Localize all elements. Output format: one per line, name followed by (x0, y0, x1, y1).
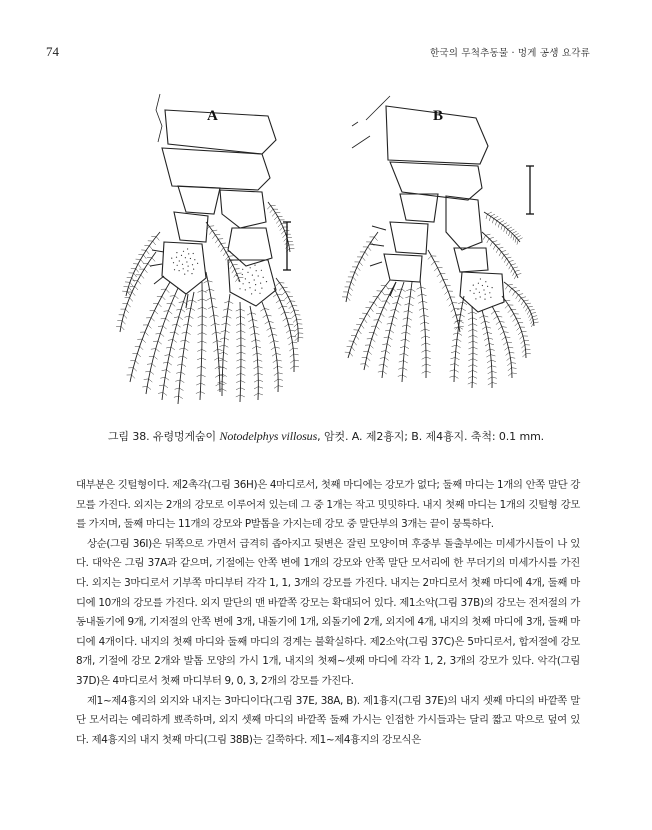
paragraph: 대부분은 깃털형이다. 제2촉각(그림 36H)은 4마디로서, 첫째 마디에는 강모가 없다; 둘째 마디는 1개의 안쪽 말단 강모를 가진다. 외지는 2개의 강모로 이루어져 있는데 그 중 1개는 작고 밋밋하다. 내지 첫째 마디는 1개의 깃털형 강모를 가지며, 둘째 마디는 11개의 강모와 P발톱을 가지는데 강모 중 말단부의 3개는 끝이 뭉툭하다. (76, 479, 580, 531)
surface-dot (478, 283, 479, 284)
surface-dot (247, 272, 248, 273)
seta-hairs (450, 302, 468, 378)
seta (346, 232, 378, 302)
exopod-segment-2 (174, 212, 208, 242)
surface-dot (188, 266, 189, 267)
seta (402, 282, 412, 382)
seta-hairs (204, 281, 225, 386)
endopod-segment-3 (460, 272, 504, 312)
surface-dot (179, 260, 180, 261)
seta (348, 280, 390, 358)
seta-hairs (342, 237, 378, 301)
seta-hairs (206, 226, 243, 282)
surface-dot (176, 257, 177, 258)
surface-dot (187, 248, 188, 249)
exopod-spines (150, 250, 188, 308)
surface-dot (193, 269, 194, 270)
surface-dot (187, 270, 188, 271)
figure-38 (90, 82, 570, 412)
exopod-segment-3 (384, 254, 422, 282)
surface-dot (242, 274, 243, 275)
surface-dot (487, 286, 488, 287)
surface-dot (173, 262, 174, 263)
surface-dot (256, 270, 257, 271)
surface-dot (183, 268, 184, 269)
seta (428, 250, 460, 332)
surface-dot (473, 293, 474, 294)
surface-dot (197, 263, 198, 264)
surface-dot (185, 257, 186, 258)
surface-dot (181, 255, 182, 256)
surface-dot (251, 293, 252, 294)
seta-hairs (127, 289, 170, 378)
surface-dot (254, 279, 255, 280)
surface-dot (482, 285, 483, 286)
seta-hairs (479, 316, 497, 385)
intercoxal-hairs (156, 94, 162, 142)
surface-dot (177, 265, 178, 266)
body-text (76, 476, 580, 750)
page-number: 74 (46, 44, 59, 59)
seta-hairs (276, 283, 303, 341)
seta-hairs (260, 308, 283, 388)
caption-prefix: 그림 38. 유령멍게숨이 (107, 430, 220, 443)
surface-dot (249, 282, 250, 283)
endopod-segment-1 (446, 196, 482, 250)
surface-dot (261, 270, 262, 271)
surface-dot (266, 281, 267, 282)
seta (482, 232, 518, 278)
surface-dot (250, 267, 251, 268)
surface-dot (475, 298, 476, 299)
surface-dot (243, 283, 244, 284)
surface-dot (174, 269, 175, 270)
seta (130, 282, 170, 382)
intercoxal-hairs (352, 96, 390, 148)
seta-hairs (398, 289, 416, 377)
surface-dot (239, 288, 240, 289)
surface-dot (258, 275, 259, 276)
surface-dot (193, 253, 194, 254)
surface-dot (184, 274, 185, 275)
figure-illustration (90, 82, 570, 412)
surface-dot (190, 258, 191, 259)
surface-dot (490, 297, 491, 298)
seta-hairs (267, 206, 294, 253)
paragraph: 제1~제4흉지의 외지와 내지는 3마디이다(그림 37E, 38A, B). 제1흉지(그림 37E)의 내지 셋째 마디의 바깥쪽 말단 모서리는 예리하게 뾰족하며, 외지 셋째 마디의 바깥쪽 둘째 가시는 인접한 가시들과는 달리 짧고 막으로 덮여 있다. 제4흉지의 내지 첫째 마디(그림 38B)는 길쭉하다. 제1~제4흉지의 강모식은 (76, 694, 580, 746)
surface-dot (183, 251, 184, 252)
surface-dot (252, 275, 253, 276)
endopod-segment-3 (228, 260, 276, 306)
exopod-segment-1 (178, 186, 220, 214)
surface-dot (473, 285, 474, 286)
exopod-segment-2 (390, 222, 428, 254)
surface-dot (261, 288, 262, 289)
surface-dot (254, 265, 255, 266)
surface-dot (492, 287, 493, 288)
exopod-segment-1 (400, 194, 438, 222)
surface-dot (176, 252, 177, 253)
panel-b-drawing (342, 96, 539, 388)
surface-dot (480, 296, 481, 297)
seta-hairs (502, 300, 531, 357)
seta-hairs (247, 313, 263, 396)
surface-dot (242, 269, 243, 270)
surface-dot (186, 261, 187, 262)
surface-dot (191, 273, 192, 274)
surface-dot (479, 292, 480, 293)
surface-dot (485, 281, 486, 282)
surface-dot (179, 270, 180, 271)
surface-dot (263, 277, 264, 278)
exopod-segment-3 (162, 242, 206, 294)
surface-dot (245, 289, 246, 290)
seta (206, 222, 240, 282)
seta-hairs (491, 311, 517, 376)
surface-dot (484, 299, 485, 300)
endopod-segment-2 (454, 248, 488, 272)
seta (504, 282, 534, 326)
surface-dot (188, 253, 189, 254)
figure-caption (60, 428, 592, 444)
surface-dot (192, 264, 193, 265)
seta-hairs (142, 296, 178, 390)
surface-dot (249, 287, 250, 288)
surface-dot (255, 284, 256, 285)
surface-dot (171, 258, 172, 259)
surface-dot (194, 259, 195, 260)
surface-dot (476, 288, 477, 289)
paragraph: 상순(그림 36I)은 뒤쪽으로 가면서 급격히 좁아지고 뒷변은 잘린 모양이며 후중부 돌출부에는 미세가시들이 나 있다. 대악은 그림 37A과 같으며, 기절에는 안쪽 변에 1개의 강모와 안쪽 말단 모서리에 한 무더기의 미세가시를 가진다. 외지는 3마디로서 기부쪽 마디부터 각각 1, 1, 3개의 강모를 가진다. 내지는 2마디로서 첫째 마디에 4개, 둘째 마디에 10개의 강모를 가진다. 외지 말단의 맨 바깥쪽 강모는 확대되어 있다. 제1소악(그림 37B)의 강모는 전저절의 가동내돌기에 9개, 기저절의 안쪽 변에 3개, 내돌기에 1개, 외돌기에 2개, 외지에 4개, 내지의 첫째 마디에 3개, 둘째 마디에 4개이다. 내지의 첫째 마디와 둘째 마디의 경계는 불확실하다. 제2소악(그림 37C)은 5마디로서, 합저절에 강모 8개, 기절에 강모 2개와 발톱 모양의 가시 1개, 내지의 첫째~셋째 마디에 각각 1, 2, 3개의 강모가 있다. 악각(그림 37D)은 4마디로서 첫째 마디부터 9, 0, 3, 2개의 강모를 가진다. (76, 537, 580, 687)
seta-hairs (417, 287, 431, 373)
panel-a-drawing (116, 94, 303, 404)
panel-b-label: B (433, 108, 444, 124)
seta-hairs (345, 285, 389, 356)
surface-dot (470, 290, 471, 291)
surface-dot (480, 278, 481, 279)
surface-dot (260, 283, 261, 284)
endopod-segment-1 (220, 190, 266, 228)
basis-outline (162, 148, 270, 190)
surface-dot (245, 278, 246, 279)
surface-dot (182, 264, 183, 265)
running-header: 한국의 무척추동물 · 멍게 공생 요각류 (430, 48, 590, 59)
seta-hairs (174, 300, 197, 399)
surface-dot (489, 292, 490, 293)
coxa-outline (165, 110, 276, 154)
caption-species: Notodelphys villosus (219, 429, 318, 443)
surface-dot (259, 293, 260, 294)
surface-dot (255, 290, 256, 291)
seta (382, 282, 404, 378)
surface-dot (483, 289, 484, 290)
surface-dot (485, 294, 486, 295)
panel-a-label: A (207, 108, 218, 124)
caption-suffix: , 암컷. A. 제2흉지; B. 제4흉지. 축척: 0.1 mm. (317, 430, 545, 443)
